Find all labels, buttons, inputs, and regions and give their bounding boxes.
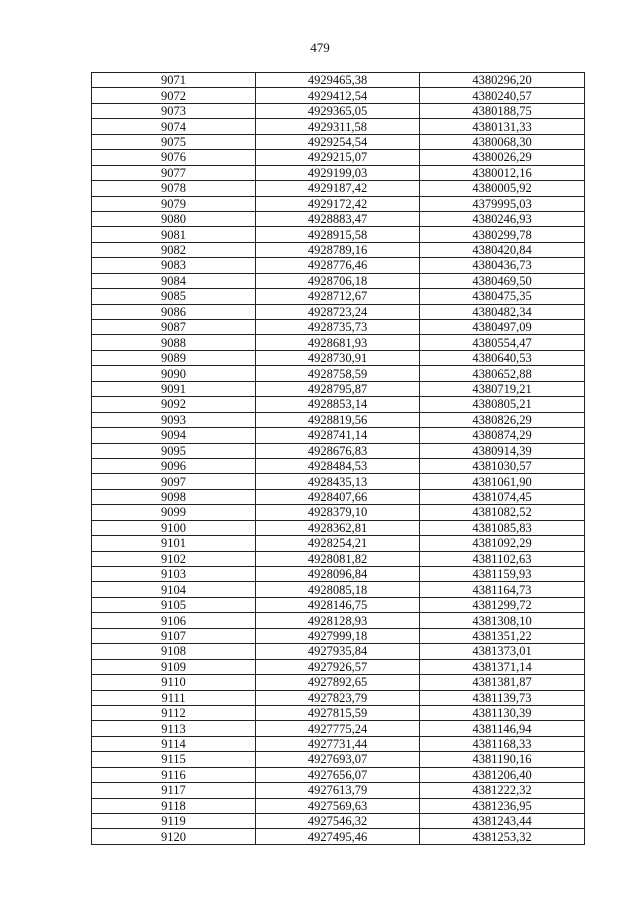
point-number-cell: 9091: [92, 381, 256, 396]
point-number-cell: 9097: [92, 474, 256, 489]
x-coordinate-cell: 4928435,13: [256, 474, 420, 489]
table-row: [92, 88, 585, 103]
y-coordinate-cell: 4381102,63: [420, 551, 585, 566]
x-coordinate-cell: 4927823,79: [256, 690, 420, 705]
point-number-cell: 9116: [92, 767, 256, 782]
table-row: [92, 520, 585, 535]
point-number-cell: 9077: [92, 165, 256, 180]
x-coordinate-cell: 4927569,63: [256, 798, 420, 813]
y-coordinate-cell: 4380874,29: [420, 428, 585, 443]
point-number-cell: 9098: [92, 489, 256, 504]
x-coordinate-cell: 4928735,73: [256, 320, 420, 335]
point-number-cell: 9071: [92, 73, 256, 88]
table-row: [92, 736, 585, 751]
y-coordinate-cell: 4381074,45: [420, 489, 585, 504]
point-number-cell: 9094: [92, 428, 256, 443]
point-number-cell: 9109: [92, 659, 256, 674]
table-row: [92, 829, 585, 844]
y-coordinate-cell: 4380012,16: [420, 165, 585, 180]
x-coordinate-cell: 4928758,59: [256, 366, 420, 381]
x-coordinate-cell: 4928081,82: [256, 551, 420, 566]
point-number-cell: 9096: [92, 458, 256, 473]
y-coordinate-cell: 4380482,34: [420, 304, 585, 319]
table-row: [92, 119, 585, 134]
x-coordinate-cell: 4928776,46: [256, 258, 420, 273]
x-coordinate-cell: 4928362,81: [256, 520, 420, 535]
table-row: [92, 227, 585, 242]
x-coordinate-cell: 4928723,24: [256, 304, 420, 319]
y-coordinate-cell: 4381030,57: [420, 458, 585, 473]
table-row: [92, 752, 585, 767]
y-coordinate-cell: 4381351,22: [420, 628, 585, 643]
y-coordinate-cell: 4380805,21: [420, 397, 585, 412]
y-coordinate-cell: 4381206,40: [420, 767, 585, 782]
x-coordinate-cell: 4927495,46: [256, 829, 420, 844]
x-coordinate-cell: 4929199,03: [256, 165, 420, 180]
y-coordinate-cell: 4380826,29: [420, 412, 585, 427]
table-row: [92, 814, 585, 829]
y-coordinate-cell: 4380436,73: [420, 258, 585, 273]
table-row: [92, 613, 585, 628]
point-number-cell: 9112: [92, 705, 256, 720]
table-row: [92, 458, 585, 473]
y-coordinate-cell: 4380914,39: [420, 443, 585, 458]
y-coordinate-cell: 4380131,33: [420, 119, 585, 134]
point-number-cell: 9118: [92, 798, 256, 813]
table-row: [92, 567, 585, 582]
x-coordinate-cell: 4928712,67: [256, 289, 420, 304]
point-number-cell: 9115: [92, 752, 256, 767]
point-number-cell: 9113: [92, 721, 256, 736]
y-coordinate-cell: 4381130,39: [420, 705, 585, 720]
point-number-cell: 9076: [92, 150, 256, 165]
point-number-cell: 9104: [92, 582, 256, 597]
x-coordinate-cell: 4927999,18: [256, 628, 420, 643]
y-coordinate-cell: 4380005,92: [420, 181, 585, 196]
x-coordinate-cell: 4929311,58: [256, 119, 420, 134]
x-coordinate-cell: 4928254,21: [256, 536, 420, 551]
table-row: [92, 73, 585, 88]
table-row: [92, 582, 585, 597]
x-coordinate-cell: 4929365,05: [256, 103, 420, 118]
x-coordinate-cell: 4928730,91: [256, 350, 420, 365]
x-coordinate-cell: 4927935,84: [256, 644, 420, 659]
point-number-cell: 9092: [92, 397, 256, 412]
point-number-cell: 9114: [92, 736, 256, 751]
point-number-cell: 9110: [92, 675, 256, 690]
table-row: [92, 690, 585, 705]
y-coordinate-cell: 4379995,03: [420, 196, 585, 211]
y-coordinate-cell: 4381092,29: [420, 536, 585, 551]
table-row: [92, 474, 585, 489]
y-coordinate-cell: 4381159,93: [420, 567, 585, 582]
point-number-cell: 9084: [92, 273, 256, 288]
y-coordinate-cell: 4380296,20: [420, 73, 585, 88]
y-coordinate-cell: 4380475,35: [420, 289, 585, 304]
x-coordinate-cell: 4928128,93: [256, 613, 420, 628]
x-coordinate-cell: 4928484,53: [256, 458, 420, 473]
point-number-cell: 9080: [92, 211, 256, 226]
point-number-cell: 9106: [92, 613, 256, 628]
x-coordinate-cell: 4928853,14: [256, 397, 420, 412]
point-number-cell: 9088: [92, 335, 256, 350]
table-row: [92, 551, 585, 566]
y-coordinate-cell: 4380026,29: [420, 150, 585, 165]
y-coordinate-cell: 4381168,33: [420, 736, 585, 751]
x-coordinate-cell: 4928789,16: [256, 242, 420, 257]
table-row: [92, 597, 585, 612]
point-number-cell: 9117: [92, 783, 256, 798]
table-row: [92, 443, 585, 458]
table-row: [92, 505, 585, 520]
table-row: [92, 242, 585, 257]
y-coordinate-cell: 4381243,44: [420, 814, 585, 829]
x-coordinate-cell: 4927892,65: [256, 675, 420, 690]
y-coordinate-cell: 4381082,52: [420, 505, 585, 520]
y-coordinate-cell: 4381139,73: [420, 690, 585, 705]
point-number-cell: 9120: [92, 829, 256, 844]
table-row: [92, 659, 585, 674]
point-number-cell: 9074: [92, 119, 256, 134]
coordinates-table-body: [92, 73, 585, 845]
table-row: [92, 350, 585, 365]
y-coordinate-cell: 4381146,94: [420, 721, 585, 736]
table-row: [92, 320, 585, 335]
y-coordinate-cell: 4381061,90: [420, 474, 585, 489]
y-coordinate-cell: 4381236,95: [420, 798, 585, 813]
x-coordinate-cell: 4927775,24: [256, 721, 420, 736]
x-coordinate-cell: 4929254,54: [256, 134, 420, 149]
table-row: [92, 536, 585, 551]
x-coordinate-cell: 4929412,54: [256, 88, 420, 103]
y-coordinate-cell: 4380652,88: [420, 366, 585, 381]
point-number-cell: 9075: [92, 134, 256, 149]
y-coordinate-cell: 4381222,32: [420, 783, 585, 798]
table-row: [92, 211, 585, 226]
x-coordinate-cell: 4929172,42: [256, 196, 420, 211]
point-number-cell: 9079: [92, 196, 256, 211]
y-coordinate-cell: 4381190,16: [420, 752, 585, 767]
point-number-cell: 9072: [92, 88, 256, 103]
table-row: [92, 335, 585, 350]
table-row: [92, 181, 585, 196]
table-row: [92, 134, 585, 149]
y-coordinate-cell: 4380068,30: [420, 134, 585, 149]
point-number-cell: 9119: [92, 814, 256, 829]
point-number-cell: 9086: [92, 304, 256, 319]
table-row: [92, 705, 585, 720]
y-coordinate-cell: 4380469,50: [420, 273, 585, 288]
y-coordinate-cell: 4380299,78: [420, 227, 585, 242]
x-coordinate-cell: 4929215,07: [256, 150, 420, 165]
point-number-cell: 9111: [92, 690, 256, 705]
point-number-cell: 9073: [92, 103, 256, 118]
point-number-cell: 9078: [92, 181, 256, 196]
x-coordinate-cell: 4928795,87: [256, 381, 420, 396]
x-coordinate-cell: 4927731,44: [256, 736, 420, 751]
table-row: [92, 381, 585, 396]
point-number-cell: 9101: [92, 536, 256, 551]
page-number: 479: [310, 40, 330, 55]
x-coordinate-cell: 4928883,47: [256, 211, 420, 226]
x-coordinate-cell: 4927546,32: [256, 814, 420, 829]
point-number-cell: 9108: [92, 644, 256, 659]
table-row: [92, 767, 585, 782]
table-row: [92, 289, 585, 304]
y-coordinate-cell: 4381371,14: [420, 659, 585, 674]
x-coordinate-cell: 4928146,75: [256, 597, 420, 612]
table-row: [92, 304, 585, 319]
point-number-cell: 9087: [92, 320, 256, 335]
y-coordinate-cell: 4381308,10: [420, 613, 585, 628]
y-coordinate-cell: 4380246,93: [420, 211, 585, 226]
table-row: [92, 273, 585, 288]
point-number-cell: 9083: [92, 258, 256, 273]
y-coordinate-cell: 4380554,47: [420, 335, 585, 350]
point-number-cell: 9107: [92, 628, 256, 643]
x-coordinate-cell: 4927613,79: [256, 783, 420, 798]
table-row: [92, 165, 585, 180]
point-number-cell: 9081: [92, 227, 256, 242]
y-coordinate-cell: 4380640,53: [420, 350, 585, 365]
point-number-cell: 9085: [92, 289, 256, 304]
table-row: [92, 150, 585, 165]
y-coordinate-cell: 4381373,01: [420, 644, 585, 659]
x-coordinate-cell: 4928379,10: [256, 505, 420, 520]
x-coordinate-cell: 4928407,66: [256, 489, 420, 504]
point-number-cell: 9103: [92, 567, 256, 582]
y-coordinate-cell: 4381085,83: [420, 520, 585, 535]
point-number-cell: 9090: [92, 366, 256, 381]
y-coordinate-cell: 4381164,73: [420, 582, 585, 597]
table-row: [92, 628, 585, 643]
point-number-cell: 9102: [92, 551, 256, 566]
point-number-cell: 9082: [92, 242, 256, 257]
table-row: [92, 675, 585, 690]
x-coordinate-cell: 4928085,18: [256, 582, 420, 597]
y-coordinate-cell: 4380240,57: [420, 88, 585, 103]
table-row: [92, 366, 585, 381]
table-row: [92, 258, 585, 273]
point-number-cell: 9093: [92, 412, 256, 427]
x-coordinate-cell: 4928741,14: [256, 428, 420, 443]
point-number-cell: 9105: [92, 597, 256, 612]
table-row: [92, 412, 585, 427]
x-coordinate-cell: 4928819,56: [256, 412, 420, 427]
y-coordinate-cell: 4381299,72: [420, 597, 585, 612]
table-row: [92, 103, 585, 118]
point-number-cell: 9089: [92, 350, 256, 365]
x-coordinate-cell: 4927693,07: [256, 752, 420, 767]
table-row: [92, 489, 585, 504]
x-coordinate-cell: 4928096,84: [256, 567, 420, 582]
table-row: [92, 644, 585, 659]
x-coordinate-cell: 4928915,58: [256, 227, 420, 242]
y-coordinate-cell: 4381381,87: [420, 675, 585, 690]
table-row: [92, 798, 585, 813]
x-coordinate-cell: 4928706,18: [256, 273, 420, 288]
point-number-cell: 9095: [92, 443, 256, 458]
x-coordinate-cell: 4928676,83: [256, 443, 420, 458]
point-number-cell: 9100: [92, 520, 256, 535]
y-coordinate-cell: 4380420,84: [420, 242, 585, 257]
x-coordinate-cell: 4928681,93: [256, 335, 420, 350]
x-coordinate-cell: 4929187,42: [256, 181, 420, 196]
y-coordinate-cell: 4380188,75: [420, 103, 585, 118]
x-coordinate-cell: 4927926,57: [256, 659, 420, 674]
x-coordinate-cell: 4927656,07: [256, 767, 420, 782]
table-row: [92, 397, 585, 412]
table-row: [92, 428, 585, 443]
coordinates-table: [91, 72, 585, 845]
y-coordinate-cell: 4380719,21: [420, 381, 585, 396]
y-coordinate-cell: 4380497,09: [420, 320, 585, 335]
table-row: [92, 721, 585, 736]
table-row: [92, 783, 585, 798]
point-number-cell: 9099: [92, 505, 256, 520]
x-coordinate-cell: 4929465,38: [256, 73, 420, 88]
y-coordinate-cell: 4381253,32: [420, 829, 585, 844]
x-coordinate-cell: 4927815,59: [256, 705, 420, 720]
table-row: [92, 196, 585, 211]
